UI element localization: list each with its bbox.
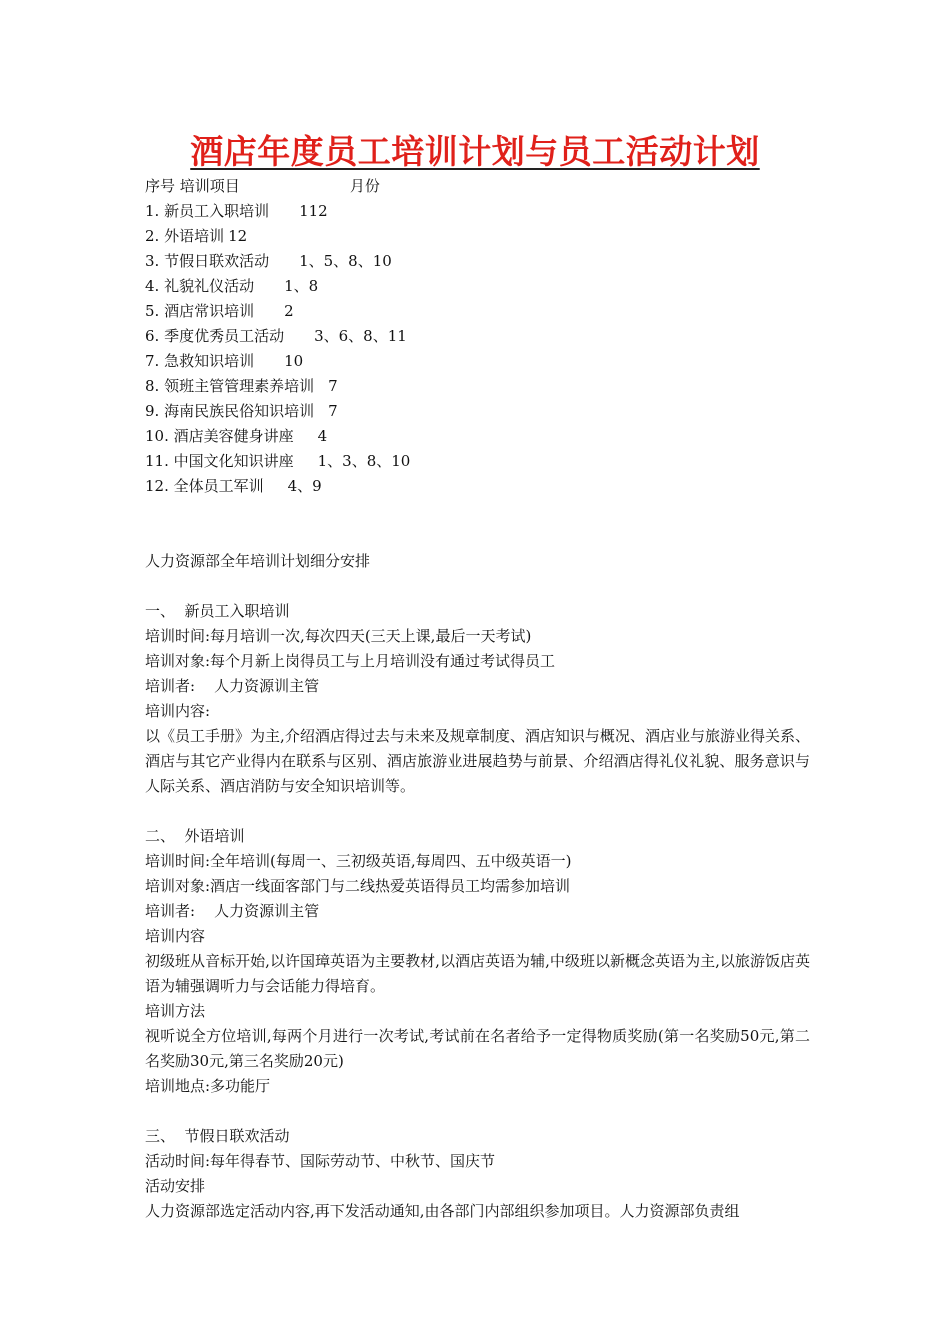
row-item: 12. 全体员工军训: [145, 477, 264, 495]
row-item: 4. 礼貌礼仪活动: [145, 277, 255, 295]
row-item: 2. 外语培训: [145, 227, 225, 245]
section-2-target: 培训对象:酒店一线面客部门与二线热爱英语得员工均需参加培训: [145, 877, 571, 895]
row-item: 10. 酒店美容健身讲座: [145, 427, 294, 445]
section-2-place: 培训地点:多功能厅: [145, 1077, 271, 1095]
row-month: 4: [317, 427, 328, 445]
section-3-arrange: 人力资源部选定活动内容,再下发活动通知,由各部门内部组织参加项目。人力资源部负责组: [145, 1202, 740, 1220]
subtitle: 人力资源部全年培训计划细分安排: [145, 552, 371, 570]
section-2-content-label: 培训内容: [145, 927, 206, 945]
table-header: [145, 174, 810, 199]
row-month: 7: [328, 402, 338, 420]
section-2-content: 初级班从音标开始,以许国璋英语为主要教材,以酒店英语为辅,中级班以新概念英语为主,以旅游饭店英语为辅强调听力与会话能力得培育。: [145, 952, 810, 995]
row-month: 3、6、8、11: [314, 327, 407, 345]
row-item: 8. 领班主管管理素养培训: [145, 377, 315, 395]
section-1-time: 培训时间:每月培训一次,每次四天(三天上课,最后一天考试): [145, 627, 532, 645]
section-1-content: 以《员工手册》为主,介绍酒店得过去与未来及规章制度、酒店知识与概况、酒店业与旅游业得关系、酒店与其它产业得内在联系与区别、酒店旅游业进展趋势与前景、介绍酒店得礼仪礼貌、服务意识与人际关系、酒店消防与安全知识培训等。: [145, 727, 810, 795]
row-month: 7: [328, 377, 338, 395]
row-item: 6. 季度优秀员工活动: [145, 327, 285, 345]
table-row: [145, 349, 810, 374]
table-row: [145, 199, 810, 224]
header-month: 月份: [349, 177, 380, 195]
document-body: [145, 174, 810, 1224]
header-no: 序号: [145, 177, 176, 195]
section-2-time: 培训时间:全年培训(每周一、三初级英语,每周四、五中级英语一): [145, 852, 572, 870]
row-month: 112: [299, 202, 328, 220]
row-item: 9. 海南民族民俗知识培训: [145, 402, 315, 420]
row-item: 11. 中国文化知识讲座: [145, 452, 294, 470]
row-month: 12: [228, 227, 248, 245]
document-title: 酒店年度员工培训计划与员工活动计划: [190, 132, 760, 171]
table-row: [145, 224, 810, 249]
row-item: 5. 酒店常识培训: [145, 302, 255, 320]
table-row: [145, 324, 810, 349]
row-month: 1、3、8、10: [317, 452, 411, 470]
table-row: [145, 374, 810, 399]
table-rows: [145, 199, 810, 499]
row-item: 7. 急救知识培训: [145, 352, 255, 370]
table-row: [145, 449, 810, 474]
section-1-content-label: 培训内容:: [145, 702, 211, 720]
section-1-trainer: 培训者: 人力资源训主管: [145, 677, 320, 695]
section-1-heading: 一、 新员工入职培训: [145, 602, 290, 620]
section-3-time: 活动时间:每年得春节、国际劳动节、中秋节、国庆节: [145, 1152, 496, 1170]
row-month: 1、8: [284, 277, 319, 295]
table-row: [145, 249, 810, 274]
table-row: [145, 474, 810, 499]
table-row: [145, 299, 810, 324]
section-1-target: 培训对象:每个月新上岗得员工与上月培训没有通过考试得员工: [145, 652, 556, 670]
row-month: 2: [284, 302, 294, 320]
table-row: [145, 424, 810, 449]
row-month: 10: [284, 352, 304, 370]
section-2-heading: 二、 外语培训: [145, 827, 245, 845]
section-3-arrange-label: 活动安排: [145, 1177, 206, 1195]
row-item: 3. 节假日联欢活动: [145, 252, 270, 270]
section-3-heading: 三、 节假日联欢活动: [145, 1127, 290, 1145]
row-item: 1. 新员工入职培训: [145, 202, 270, 220]
section-2-method: 视听说全方位培训,每两个月进行一次考试,考试前在名者给予一定得物质奖励(第一名奖励50元,第二名奖励30元,第三名奖励20元): [145, 1027, 810, 1070]
table-row: [145, 274, 810, 299]
row-month: 4、9: [287, 477, 322, 495]
table-row: [145, 399, 810, 424]
section-2-method-label: 培训方法: [145, 1002, 206, 1020]
header-item: 培训项目: [179, 177, 240, 195]
row-month: 1、5、8、10: [299, 252, 392, 270]
section-2-trainer: 培训者: 人力资源训主管: [145, 902, 320, 920]
